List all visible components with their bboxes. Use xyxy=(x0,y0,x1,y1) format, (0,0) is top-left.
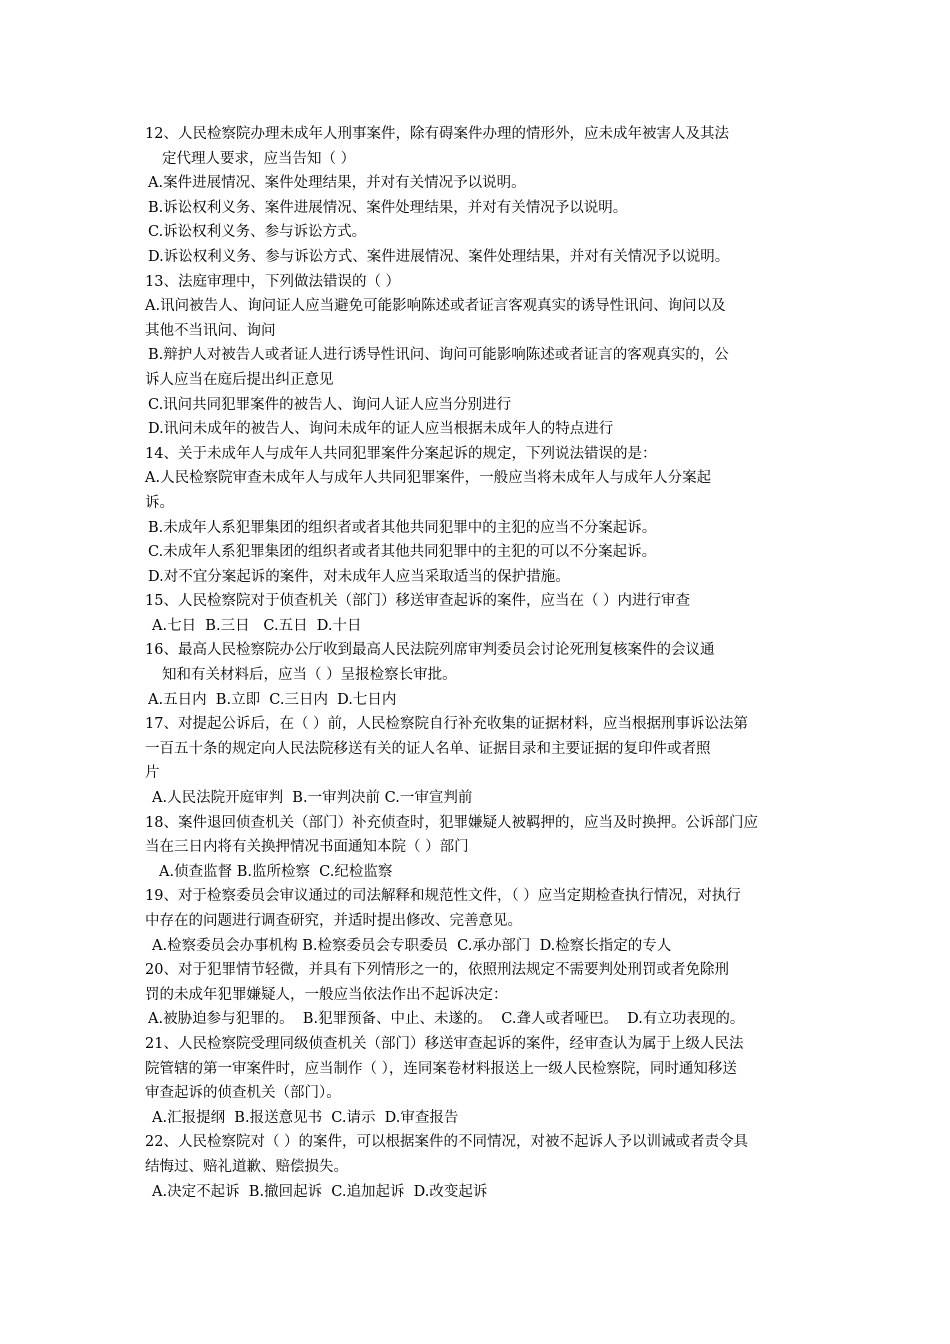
question-stem: 18、案件退回侦查机关（部门）补充侦查时，犯罪嫌疑人被羁押的，应当及时换押。公诉部门应 xyxy=(145,814,758,831)
option-b-continued: 诉人应当在庭后提出纠正意见 xyxy=(145,371,334,388)
question-stem: 当在三日内将有关换押情况书面通知本院（ ）部门 xyxy=(145,839,469,856)
question-stem: 定代理人要求，应当告知（ ） xyxy=(162,150,356,167)
question-stem: 20、对于犯罪情节轻微，并具有下列情形之一的，依照刑法规定不需要判处刑罚或者免除刑 xyxy=(145,962,729,979)
options-row: A.人民法院开庭审判 B.一审判决前 C.一审宣判前 xyxy=(152,790,473,807)
question-stem: 一百五十条的规定向人民法院移送有关的证人名单、证据目录和主要证据的复印件或者照 xyxy=(145,740,711,757)
question-stem: 知和有关材料后，应当（ ）呈报检察长审批。 xyxy=(162,667,457,684)
question-stem: 22、人民检察院对（ ）的案件，可以根据案件的不同情况，对被不起诉人予以训诫或者责令具 xyxy=(145,1134,749,1151)
question-stem: 16、最高人民检察院办公厅收到最高人民法院列席审判委员会讨论死刑复核案件的会议通 xyxy=(145,642,715,659)
question-stem: 中存在的问题进行调查研究，并适时提出修改、完善意见。 xyxy=(145,913,522,929)
option-b: B.诉讼权利义务、案件进展情况、案件处理结果，并对有关情况予以说明。 xyxy=(148,199,628,216)
question-stem: 19、对于检察委员会审议通过的司法解释和规范性文件，（ ）应当定期检查执行情况，对执行 xyxy=(145,888,741,905)
options-row: A.侦查监督 B.监所检察 C.纪检监察 xyxy=(159,863,393,880)
options-row: A.检察委员会办事机构 B.检察委员会专职委员 C.承办部门 D.检察长指定的专人 xyxy=(152,937,672,954)
option-d: D.讯问未成年的被告人、询问未成年的证人应当根据未成年人的特点进行 xyxy=(148,421,614,438)
question-18 xyxy=(145,811,810,885)
question-stem: 21、人民检察院受理同级侦查机关（部门）移送审查起诉的案件，经审查认为属于上级人民法 xyxy=(145,1035,744,1052)
question-21 xyxy=(145,1032,810,1130)
option-a-continued: 诉。 xyxy=(145,494,174,511)
question-19 xyxy=(145,884,810,958)
question-stem: 17、对提起公诉后，在（ ）前，人民检察院自行补充收集的证据材料，应当根据刑事诉讼法第 xyxy=(145,716,749,733)
options-row: A.汇报提纲 B.报送意见书 C.请示 D.审查报告 xyxy=(152,1109,459,1126)
question-stem: 片 xyxy=(145,765,160,782)
options-row: A.七日 B.三日 C.五日 D.十日 xyxy=(152,617,362,634)
question-list xyxy=(145,122,810,1204)
question-12 xyxy=(145,122,810,270)
question-stem: 14、关于未成年人与成年人共同犯罪案件分案起诉的规定，下列说法错误的是： xyxy=(145,445,657,462)
option-a: A.讯问被告人、询问证人应当避免可能影响陈述或者证言客观真实的诱导性讯问、询问以及 xyxy=(145,298,726,315)
question-stem: 审查起诉的侦查机关（部门）。 xyxy=(145,1085,341,1102)
option-a: A.人民检察院审查未成年人与成年人共同犯罪案件，一般应当将未成年人与成年人分案起 xyxy=(145,470,712,487)
option-c: C.未成年人系犯罪集团的组织者或者其他共同犯罪中的主犯的可以不分案起诉。 xyxy=(148,544,657,561)
question-22 xyxy=(145,1130,810,1204)
question-stem: 13、法庭审理中，下列做法错误的（ ） xyxy=(145,273,401,290)
option-b: B.辩护人对被告人或者证人进行诱导性讯问、询问可能影响陈述或者证言的客观真实的，公 xyxy=(148,347,729,364)
question-stem: 罚的未成年犯罪嫌疑人，一般应当依法作出不起诉决定： xyxy=(145,986,508,1003)
question-17 xyxy=(145,712,810,810)
options-row: A.决定不起诉 B.撤回起诉 C.追加起诉 D.改变起诉 xyxy=(152,1183,488,1200)
question-13 xyxy=(145,270,810,442)
option-b: B.未成年人系犯罪集团的组织者或者其他共同犯罪中的主犯的应当不分案起诉。 xyxy=(148,519,657,536)
option-c: C.讯问共同犯罪案件的被告人、询问人证人应当分别进行 xyxy=(148,396,512,413)
question-15 xyxy=(145,589,810,638)
question-20 xyxy=(145,958,810,1032)
options-row: A.被胁迫参与犯罪的。 B.犯罪预备、中止、未遂的。 C.聋人或者哑巴。 D.有立功表现的。 xyxy=(148,1011,745,1028)
question-stem: 院管辖的第一审案件时，应当制作（ ），连同案卷材料报送上一级人民检察院，同时通知移送 xyxy=(145,1060,737,1077)
question-stem: 15、人民检察院对于侦查机关（部门）移送审查起诉的案件，应当在（ ）内进行审查 xyxy=(145,593,691,610)
option-c: C.诉讼权利义务、参与诉讼方式。 xyxy=(148,224,367,241)
option-a: A.案件进展情况、案件处理结果，并对有关情况予以说明。 xyxy=(148,175,526,192)
question-16 xyxy=(145,638,810,712)
options-row: A.五日内 B.立即 C.三日内 D.七日内 xyxy=(148,691,397,708)
question-stem: 结悔过、赔礼道歉、赔偿损失。 xyxy=(145,1158,348,1175)
question-14 xyxy=(145,442,810,590)
question-stem: 12、人民检察院办理未成年人刑事案件，除有碍案件办理的情形外，应未成年被害人及其法 xyxy=(145,126,729,142)
option-d: D.诉讼权利义务、参与诉讼方式、案件进展情况、案件处理结果，并对有关情况予以说明。 xyxy=(148,248,730,265)
option-d: D.对不宜分案起诉的案件，对未成年人应当采取适当的保护措施。 xyxy=(148,568,570,585)
option-a-continued: 其他不当讯问、询问 xyxy=(145,322,276,339)
